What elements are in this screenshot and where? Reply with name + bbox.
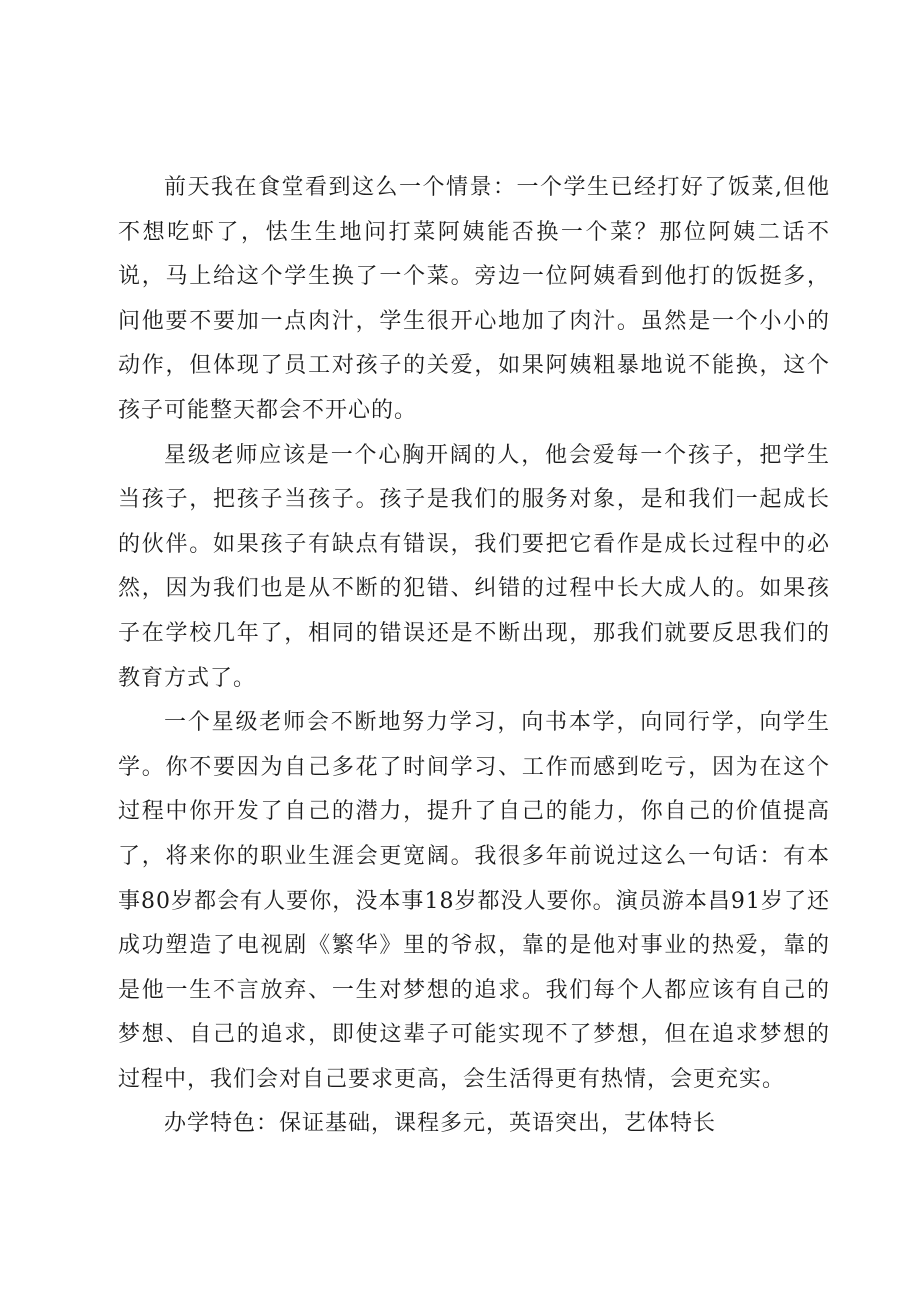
paragraph-star-teacher-learning: 一个星级老师会不断地努力学习，向书本学，向同行学，向学生学。你不要因为自己多花了时间学习、工作而感到吃亏，因为在这个过程中你开发了自己的潜力，提升了自己的能力，你自己的价值提高了，将来你的职业生涯会更宽阔。我很多年前说过这么一句话：有本事80岁都会有人要你，没本事18岁都没人要你。演员游本昌91岁了还成功塑造了电视剧《繁华》里的爷叔，靠的是他对事业的热爱，靠的是他一生不言放弃、一生对梦想的追求。我们每个人都应该有自己的梦想、自己的追求，即使这辈子可能实现不了梦想，但在追求梦想的过程中，我们会对自己要求更高，会生活得更有热情，会更充实。 — [118, 710, 830, 1092]
document-body — [118, 166, 830, 1147]
paragraph-school-features: 办学特色：保证基础，课程多元，英语突出，艺体特长 — [164, 1111, 717, 1137]
paragraph-star-teacher-attitude: 星级老师应该是一个心胸开阔的人，他会爱每一个孩子，把学生当孩子，把孩子当孩子。孩子是我们的服务对象，是和我们一起成长的伙伴。如果孩子有缺点有错误，我们要把它看作是成长过程中的必然，因为我们也是从不断的犯错、纠错的过程中长大成人的。如果孩子在学校几年了，相同的错误还是不断出现，那我们就要反思我们的教育方式了。 — [118, 442, 830, 691]
paragraph-cafeteria-story: 前天我在食堂看到这么一个情景：一个学生已经打好了饭菜,但他不想吃虾了，怯生生地问打菜阿姨能否换一个菜？那位阿姨二话不说，马上给这个学生换了一个菜。旁边一位阿姨看到他打的饭挺多，问他要不要加一点肉汁，学生很开心地加了肉汁。虽然是一个小小的动作，但体现了员工对孩子的关爱，如果阿姨粗暴地说不能换，这个孩子可能整天都会不开心的。 — [118, 175, 830, 423]
